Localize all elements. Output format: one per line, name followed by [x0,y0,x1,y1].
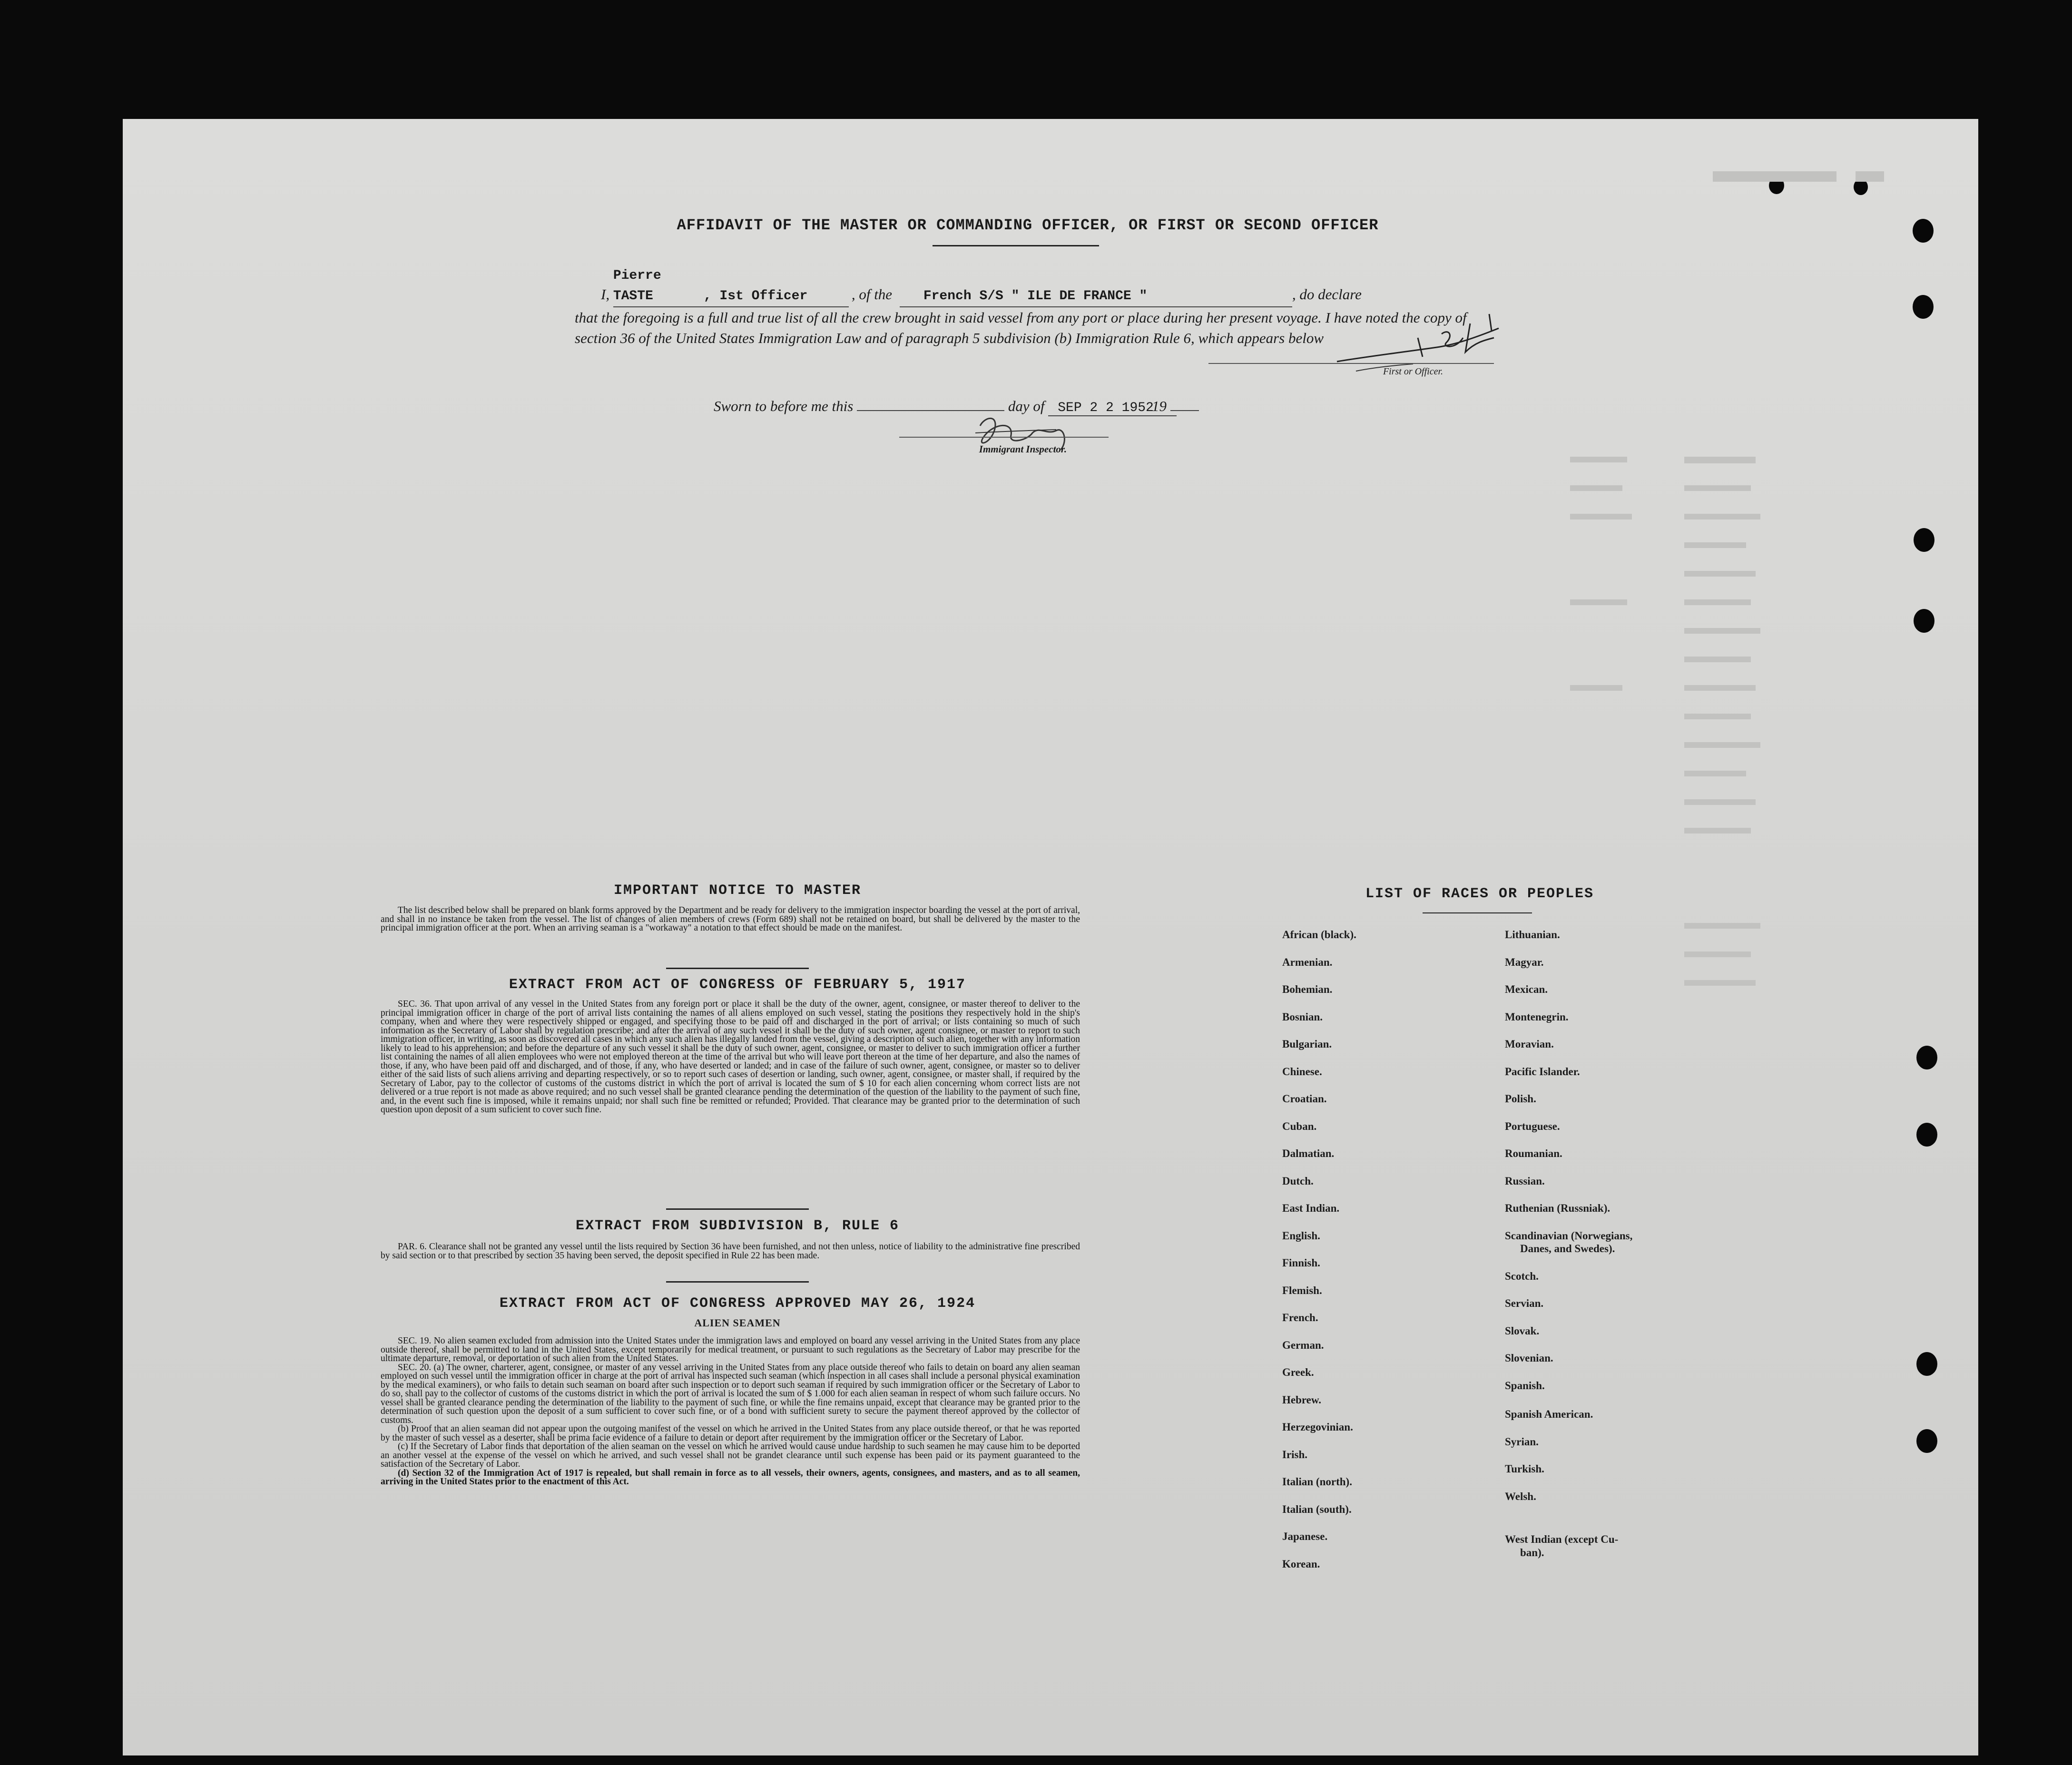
rule6-text [381,1243,1080,1260]
rule6-title: EXTRACT FROM SUBDIVISION B, RULE 6 [575,1218,900,1234]
divider [666,968,809,969]
affidavit-do-declare: , do declare [1292,286,1362,303]
alien-seamen-subtitle: ALIEN SEAMEN [694,1317,781,1329]
race-item: Moravian. [1505,1038,1554,1050]
race-item: Slovak. [1505,1325,1540,1337]
race-item: Cuban. [1282,1120,1317,1132]
affidavit-i: I, [601,286,610,303]
race-item: Pacific Islander. [1505,1066,1580,1078]
signature-rule [1208,363,1494,364]
race-item: Italian (south). [1282,1503,1352,1515]
race-item: West Indian (except Cu- [1505,1533,1619,1545]
officer-name: Pierre TASTE [613,265,704,307]
race-item: Flemish. [1282,1285,1322,1296]
punch-hole [1914,528,1935,552]
day-of-label: day of [1008,398,1045,414]
race-item: Bosnian. [1282,1011,1323,1023]
officer-rank: , Ist Officer [704,286,849,307]
affidavit-of-the: , of the [851,286,893,303]
paragraph-6: PAR. 6. Clearance shall not be granted any vessel until the lists required by Section 36 have been furnished, and not then unless, notice of liability to the administrative fine prescribed by said section or to that prescribed by section 35 having been served, the deposit specified in Rule 22 has been made. [381,1242,1080,1261]
race-item: English. [1282,1230,1320,1242]
race-item: Syrian. [1505,1436,1539,1448]
race-item: Bohemian. [1282,983,1333,995]
race-item: Slovenian. [1505,1352,1553,1364]
officer-caption: First or Officer. [1383,366,1444,377]
affidavit-body: that the foregoing is a full and true list of all the crew brought in said vessel from any port or place during her present voyage. I have noted the copy of section 36 of the United States Immigration Law and of paragraph 5 subdivision (b) Immigration Rule 6, which appears below [575,309,1467,346]
date-stamp: SEP 2 2 1952 [1048,401,1177,416]
race-item: Ruthenian (Russniak). [1505,1202,1610,1214]
race-item: African (black). [1282,929,1356,941]
punch-hole [1854,179,1868,195]
title-underline [933,245,1099,246]
notice-paragraph: The list described below shall be prepared on blank forms approved by the Department and be ready for delivery to the immigration inspector boarding the vessel at the port of arrival, and shall in no instance be taken from the vessel. The list of changes of alien members of crews (Form 689) shall not be retained on board, but shall be delivered by the master to the principal immigration officer at the port. When an arriving seaman is a "workaway" a notation to that effect should be made on the manifest. [381,905,1080,933]
section-20d-paragraph: (d) Section 32 of the Immigration Act of 1917 is repealed, but shall remain in force as to all vessels, their owners, agents, consignees, and masters, and as to all seamen, arriving in the United States prior to the enactment of this Act. [381,1468,1080,1487]
punch-hole [1913,295,1934,319]
year-prefix: 19 [1151,398,1167,414]
race-item: Magyar. [1505,956,1544,968]
race-item: French. [1282,1312,1318,1324]
punch-hole [1914,609,1935,633]
sworn-label: Sworn to before me this [714,398,854,414]
document-page [123,119,1978,1755]
officer-signature [1327,309,1518,376]
race-item: Roumanian. [1505,1147,1562,1159]
punch-hole [1916,1352,1937,1376]
punch-hole [1769,177,1784,194]
race-item: ban). [1520,1547,1544,1559]
race-item: Irish. [1282,1449,1308,1461]
race-item: Portuguese. [1505,1120,1560,1132]
race-item: Turkish. [1505,1463,1544,1475]
race-item: Japanese. [1282,1530,1328,1542]
year-blank [1170,410,1199,411]
section-20b-paragraph: (b) Proof that an alien seaman did not appear upon the outgoing manifest of the vessel on which he arrived in the United States from any place outside thereof, or that he was reported by the master of such vessel as a deserter, shall be prima facie evidence of a failure to detain or deport after requirement by the immigration officer or the Secretary of Labor. [381,1424,1080,1443]
race-item: Croatian. [1282,1093,1327,1105]
race-item: Dalmatian. [1282,1147,1335,1159]
section-36-paragraph: SEC. 36. That upon arrival of any vessel in the United States from any foreign port or place it shall be the duty of the owner, agent, consignee, or master thereof to deliver to the principal immigration officer in charge of the port of arrival lists containing the names of all aliens employed on such vessel, stating the positions they respectively hold in the ship's company, when and where they were respectively shipped or engaged, and specifying those to be paid off and discharged in the port of arrival; or lists containing so much of such information as the Secretary of Labor shall by regulation prescribe; and after the arrival of any such vessel it shall be the duty of such owner, agent consignee, or master to report to such immigration officer, in writing, as soon as discovered all cases in which any such alien has illegally landed from the vessel, giving a description of such alien, together with any information likely to lead to his apprehension; and before the departure of any such vessel it shall be the duty of such owner, agent, consignee, or master to deliver to such immigration officer a further list containing the names of all alien employees who were not employed thereon at the time of the arrival but who will leave port thereon at the time of her departure, and also the names of those, if any, who have been paid off and discharged, and of those, if any, who have deserted or landed; and in case of the failure of such owner, agent, consignee, or master so to deliver either of the said lists of such aliens arriving and departing respectively, or so to report such cases of desertion or landing, such owner, agent, consignee, or master shall, if required by the Secretary of Labor, pay to the collector of customs of the customs district in which the port of arrival is located the sum of $ 10 for each alien concerning whom correct lists are not delivered or a true report is not made as above required; and no such vessel shall be granted clearance pending the determination of the question of the liability to the payment of such fine, and, in the event such fine is imposed, while it remains unpaid; nor shall such fine be remitted or refunded; Provided. That clearance may be granted prior to the determination of such question upon deposit of a sum suficient to cover such fine. [381,999,1080,1115]
extract-1924-text [381,1337,1080,1487]
race-item: Lithuanian. [1505,929,1560,941]
notice-text [381,906,1080,933]
race-item: Korean. [1282,1558,1320,1570]
section-20c-paragraph: (c) If the Secretary of Labor finds that deportation of the alien seaman on the vessel on which he arrived would cause undue hardship to such seamen he may cause him to be deported an another vessel at the expense of the vessel on which he arrived, and such vessel shall not be grandet clearance until such expense has been paid or its payment guaranteed to the satisfaction of the Secretary of Labor. [381,1441,1080,1469]
vessel-name: French S/S " ILE DE FRANCE " [900,286,1292,307]
race-item: German. [1282,1339,1324,1351]
punch-hole [1916,1046,1937,1069]
race-item: Chinese. [1282,1066,1322,1078]
race-item: Mexican. [1505,983,1548,995]
race-item: Spanish. [1505,1380,1545,1392]
race-item: Welsh. [1505,1490,1536,1502]
race-item: Scotch. [1505,1270,1539,1282]
race-item: Polish. [1505,1093,1536,1105]
race-item: Greek. [1282,1366,1314,1378]
race-item: Dutch. [1282,1175,1314,1187]
affidavit-title: AFFIDAVIT OF THE MASTER OR COMMANDING OFFICER, OR FIRST OR SECOND OFFICER [677,216,1379,234]
extract-1917-text [381,1000,1080,1115]
race-item: Russian. [1505,1175,1545,1187]
race-item: Armenian. [1282,956,1333,968]
punch-hole [1916,1123,1937,1147]
race-item: Finnish. [1282,1257,1320,1269]
race-item: Italian (north). [1282,1476,1352,1488]
race-item: East Indian. [1282,1202,1340,1214]
section-19-paragraph: SEC. 19. No alien seamen excluded from admission into the United States under the immigration laws and employed on board any vessel arriving in the United States from any place outside thereof, shall be permitted to land in the United States, except temporarily for medical treatment, or pursuant to such regulations as the Secretary of Labor may prescribe for the ultimate departure, removal, or deportation of such alien from the United States. [381,1336,1080,1363]
race-item: Danes, and Swedes). [1520,1243,1615,1255]
inspector-rule [899,437,1109,438]
affidavit-line-1 [575,265,1469,307]
race-item: Herzegovinian. [1282,1421,1353,1433]
races-title: LIST OF RACES OR PEOPLES [1365,886,1594,902]
divider [666,1208,809,1210]
extract-1917-title: EXTRACT FROM ACT OF CONGRESS OF FEBRUARY 5, 1917 [509,977,966,993]
divider [666,1281,809,1283]
section-20a-paragraph: SEC. 20. (a) The owner, charterer, agent, consignee, or master of any vessel arriving in the United States from any place outside thereof who fails to detain on board any alien seaman employed on such vessel until the immigration officer in charge at the port of arrival has inspected such seaman (which inspection in all cases shall include a personal physical examination by the medical examiners), or who fails to detain such seaman on board after such inspection or to deport such seaman if required by such immigration officer or the Secretary of Labor to do so, shall pay to the collector of customs of the customs district in which the port of arrival is located the sum of $ 1.000 for each alien seaman in respect of whom such failure occurs. No vessel shall be granted clearance pending the determination of the liability to the payment of such fine, or while the fine remains unpaid, except that clearance may be granted prior to the determination of such question upon the deposit of a sum sufficient to cover such fine, or of a bond with sufficient surety to secure the payment thereof approved by the collector of customs. [381,1362,1080,1425]
extract-1924-title: EXTRACT FROM ACT OF CONGRESS APPROVED MAY 26, 1924 [499,1295,976,1312]
inspector-caption: Immigrant Inspector. [979,443,1067,455]
race-item: Bulgarian. [1282,1038,1332,1050]
race-item: Spanish American. [1505,1408,1593,1420]
race-item: Montenegrin. [1505,1011,1569,1023]
race-item: Servian. [1505,1297,1544,1309]
notice-title: IMPORTANT NOTICE TO MASTER [613,882,862,899]
races-underline [1423,912,1532,913]
race-item: Hebrew. [1282,1394,1321,1406]
punch-hole [1913,219,1934,243]
punch-hole [1916,1429,1937,1453]
race-item: Scandinavian (Norwegians, [1505,1230,1633,1242]
